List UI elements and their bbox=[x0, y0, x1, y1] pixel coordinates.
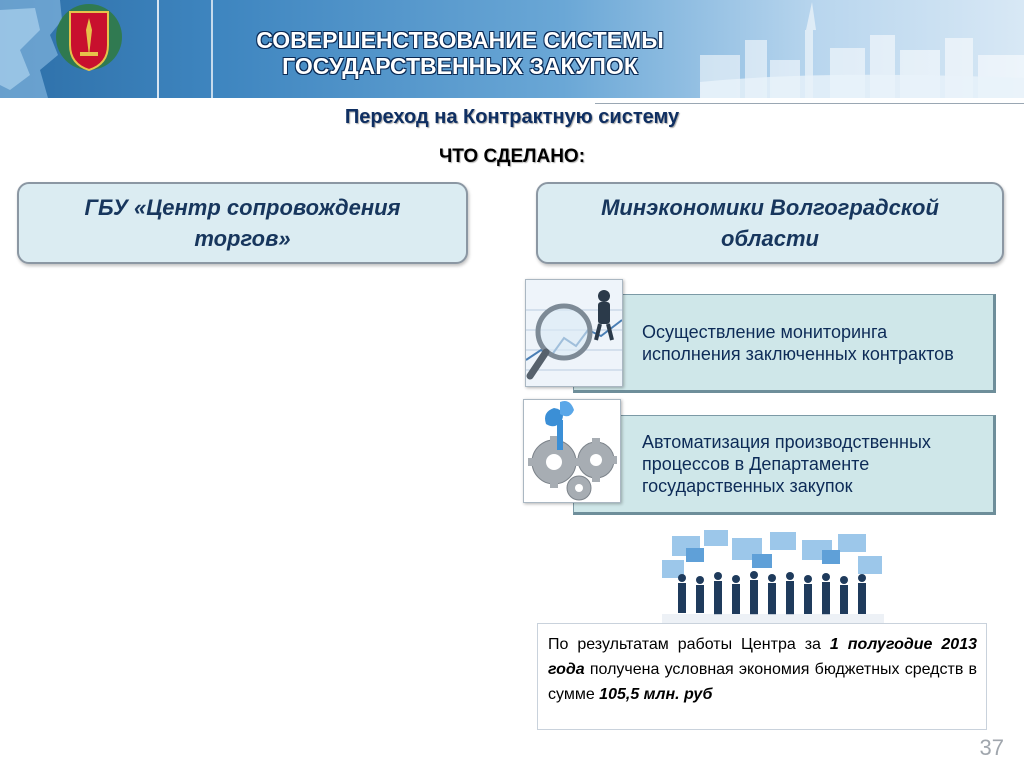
org-box-center-label: ГБУ «Центр сопровождения торгов» bbox=[84, 195, 401, 251]
magnifier-chart-image bbox=[525, 279, 623, 387]
task-automation-text: Автоматизация производственных процессов в Департаменте государственных закупок bbox=[642, 432, 931, 496]
result-text-2: получена условная экономия бюджетных средств в сумме bbox=[548, 661, 977, 703]
org-box-ministry bbox=[536, 182, 1004, 264]
task-automation bbox=[573, 415, 996, 515]
header-title-line-2: ГОСУДАРСТВЕННЫХ ЗАКУПОК bbox=[282, 53, 638, 79]
gears-key-image bbox=[523, 399, 621, 503]
result-period: 1 полугодие 2013 года bbox=[548, 636, 977, 678]
result-text-1: По результатам работы Центра за bbox=[548, 636, 830, 653]
section-label: ЧТО СДЕЛАНО: bbox=[438, 146, 586, 167]
org-box-ministry-label: Минэкономики Волгоградской области bbox=[601, 195, 939, 251]
task-monitoring bbox=[573, 294, 996, 393]
task-monitoring-text: Осуществление мониторинга исполнения заключенных контрактов bbox=[642, 321, 954, 364]
header-banner bbox=[0, 0, 1024, 98]
team-people-image bbox=[662, 530, 884, 624]
result-amount: 105,5 млн. руб bbox=[599, 686, 713, 703]
org-box-center bbox=[17, 182, 468, 264]
slide-subtitle: Переход на Контрактную систему bbox=[344, 106, 680, 128]
header-title-line-1: СОВЕРШЕНСТВОВАНИЕ СИСТЕМЫ bbox=[256, 27, 664, 53]
magnifier-icon bbox=[526, 280, 622, 386]
gears-icon bbox=[524, 400, 620, 502]
coat-of-arms-icon bbox=[56, 4, 122, 70]
page-number: 37 bbox=[979, 735, 1004, 760]
result-summary bbox=[537, 623, 987, 730]
